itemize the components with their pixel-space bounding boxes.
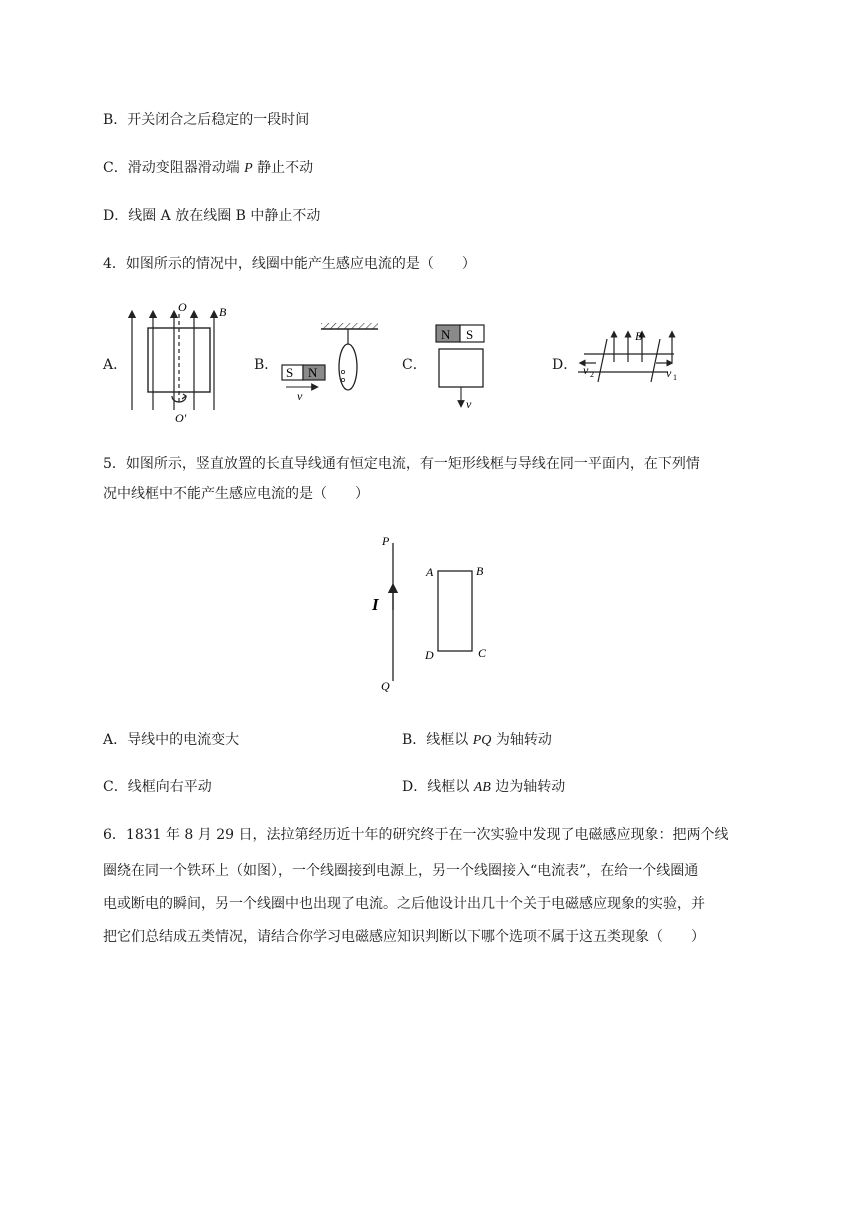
q3-option-c-var: P bbox=[244, 161, 253, 176]
q4-figure-b bbox=[275, 320, 390, 402]
q5-option-b-var: PQ bbox=[472, 733, 492, 748]
fig-d-label-v2-sub: 2 bbox=[590, 370, 594, 379]
q5-fig-label-d: D bbox=[425, 648, 434, 662]
fig-d-label-b: B bbox=[635, 329, 643, 343]
q5-option-b-pre: B．线框以 bbox=[402, 732, 473, 748]
q3-option-c-pre: C．滑动变阻器滑动端 bbox=[103, 160, 245, 176]
q6-line4: 把它们总结成五类情况，请结合你学习电磁感应知识判断以下哪个选项不属于这五类现象（ ） bbox=[103, 929, 705, 945]
fig-b-label-v: v bbox=[297, 389, 303, 402]
q3-option-c-post: 静止不动 bbox=[252, 160, 314, 176]
q5-option-b-post: 为轴转动 bbox=[491, 732, 552, 748]
fig-c-label-v: v bbox=[466, 397, 472, 411]
q3-option-d: D．线圈 A 放在线圈 B 中静止不动 bbox=[103, 208, 321, 224]
q4-label-d: D． bbox=[552, 357, 578, 373]
q6-line3: 电或断电的瞬间，另一个线圈中也出现了电流。之后他设计出几十个关于电磁感应现象的实验，并 bbox=[103, 896, 705, 912]
q5-fig-label-i: I bbox=[372, 595, 379, 614]
q5-figure bbox=[362, 528, 502, 698]
fig-b-label-n: N bbox=[308, 365, 318, 380]
q4-figure-d bbox=[578, 322, 690, 386]
q4-figure-a bbox=[120, 298, 235, 426]
fig-c-label-n: N bbox=[441, 327, 451, 342]
q5-fig-label-q: Q bbox=[381, 679, 390, 693]
q5-stem-line1: 5．如图所示，竖直放置的长直导线通有恒定电流，有一矩形线框与导线在同一平面内，在下列情 bbox=[103, 456, 700, 472]
q3-option-b: B．开关闭合之后稳定的一段时间 bbox=[103, 112, 310, 128]
q5-option-d-var: AB bbox=[473, 780, 491, 795]
fig-d-label-v1-sub: 1 bbox=[673, 373, 677, 382]
fig-b-label-s: S bbox=[286, 365, 294, 380]
fig-d-label-v1: v bbox=[666, 366, 672, 380]
fig-a-label-o: O bbox=[178, 300, 187, 314]
q4-label-b: B． bbox=[254, 357, 279, 373]
q5-fig-label-p: P bbox=[382, 534, 390, 548]
q5-option-d bbox=[402, 777, 565, 798]
fig-a-label-b: B bbox=[219, 305, 227, 319]
q6-line2: 圈绕在同一个铁环上（如图），一个线圈接到电源上，另一个线圈接入“电流表”，在给一个线圈通 bbox=[103, 863, 699, 879]
fig-a-label-o-prime: O′ bbox=[175, 411, 187, 425]
q4-stem: 4．如图所示的情况中，线圈中能产生感应电流的是（ ） bbox=[103, 256, 476, 272]
q6-line1: 6．1831 年 8 月 29 日，法拉第经历近十年的研究终于在一次实验中发现了电磁感应现象：把两个线 bbox=[103, 827, 729, 843]
q4-figure-c bbox=[432, 322, 494, 414]
q5-option-c: C．线框向右平动 bbox=[103, 779, 212, 795]
q4-label-a: A． bbox=[103, 357, 128, 373]
q5-fig-label-a: A bbox=[426, 565, 434, 579]
q3-option-c bbox=[103, 158, 313, 179]
fig-d-label-v2: v bbox=[583, 363, 589, 377]
q5-fig-label-b: B bbox=[476, 564, 484, 578]
q5-option-b bbox=[402, 730, 552, 751]
q4-label-c: C． bbox=[402, 357, 427, 373]
q5-option-a: A．导线中的电流变大 bbox=[103, 732, 240, 748]
q5-fig-label-c: C bbox=[478, 646, 487, 660]
q5-option-d-post: 边为轴转动 bbox=[490, 779, 566, 795]
fig-c-label-s: S bbox=[466, 327, 474, 342]
q5-option-d-pre: D．线框以 bbox=[402, 779, 474, 795]
q5-stem-line2: 况中线框中不能产生感应电流的是（ ） bbox=[103, 486, 369, 502]
